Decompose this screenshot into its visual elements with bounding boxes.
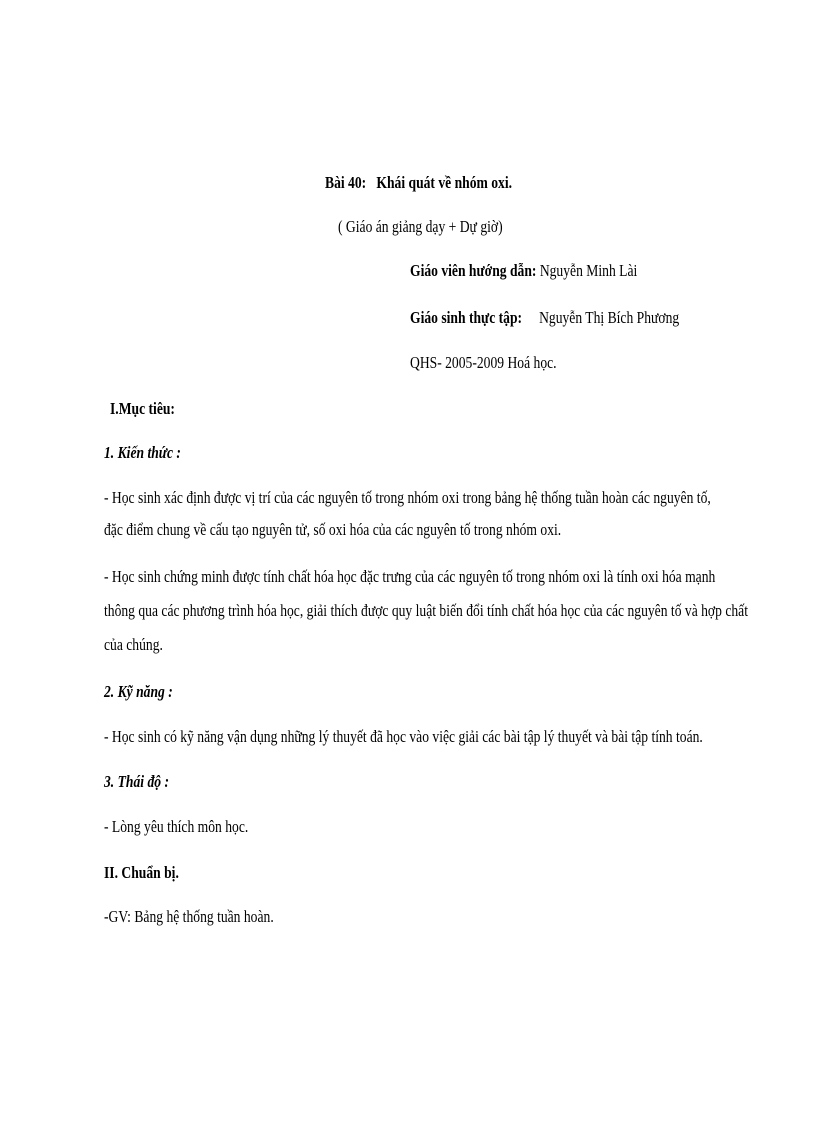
- class-info: QHS- 2005-2009 Hoá học.: [410, 353, 557, 372]
- preparation-p1: -GV: Bảng hệ thống tuần hoàn.: [104, 907, 274, 926]
- supervisor-name: Nguyễn Minh Lài: [539, 261, 638, 280]
- knowledge-p2-line3: của chúng.: [104, 635, 163, 654]
- subtitle: ( Giáo án giảng dạy + Dự giờ): [338, 217, 503, 236]
- student-name: Nguyễn Thị Bích Phương: [539, 308, 680, 327]
- skills-heading: 2. Kỹ năng :: [104, 682, 173, 701]
- attitude-heading: 3. Thái độ :: [104, 772, 169, 791]
- knowledge-heading: 1. Kiến thức :: [104, 443, 181, 462]
- knowledge-p1-line2: đặc điểm chung về cấu tạo nguyên tử, số oxi hóa của các nguyên tố trong nhóm oxi.: [104, 520, 562, 539]
- preparation-heading: II. Chuẩn bị.: [104, 863, 179, 882]
- lesson-number: Bài 40:: [325, 173, 367, 192]
- knowledge-p2-line1: - Học sinh chứng minh được tính chất hóa học đặc trưng của các nguyên tố trong nhóm oxi là tính oxi hóa mạnh: [104, 567, 716, 586]
- objectives-heading: I.Mục tiêu:: [110, 399, 175, 418]
- knowledge-p1-line1: - Học sinh xác định được vị trí của các nguyên tố trong nhóm oxi trong bảng hệ thống tuần hoàn các nguyên tố,: [104, 488, 711, 507]
- knowledge-p2-line2: thông qua các phương trình hóa học, giải thích được quy luật biến đổi tính chất hóa học của các nguyên tố và hợp chất: [104, 601, 748, 620]
- attitude-p1: - Lòng yêu thích môn học.: [104, 817, 249, 836]
- supervisor-line: [410, 260, 637, 282]
- lesson-title: [325, 172, 512, 194]
- skills-p1: - Học sinh có kỹ năng vận dụng những lý thuyết đã học vào việc giải các bài tập lý thuyết và bài tập tính toán.: [104, 727, 703, 746]
- supervisor-label: Giáo viên hướng dẫn:: [410, 261, 537, 280]
- lesson-title-text: Khái quát về nhóm oxi.: [376, 173, 513, 192]
- student-label: Giáo sinh thực tập:: [410, 308, 523, 327]
- student-line: [410, 307, 679, 329]
